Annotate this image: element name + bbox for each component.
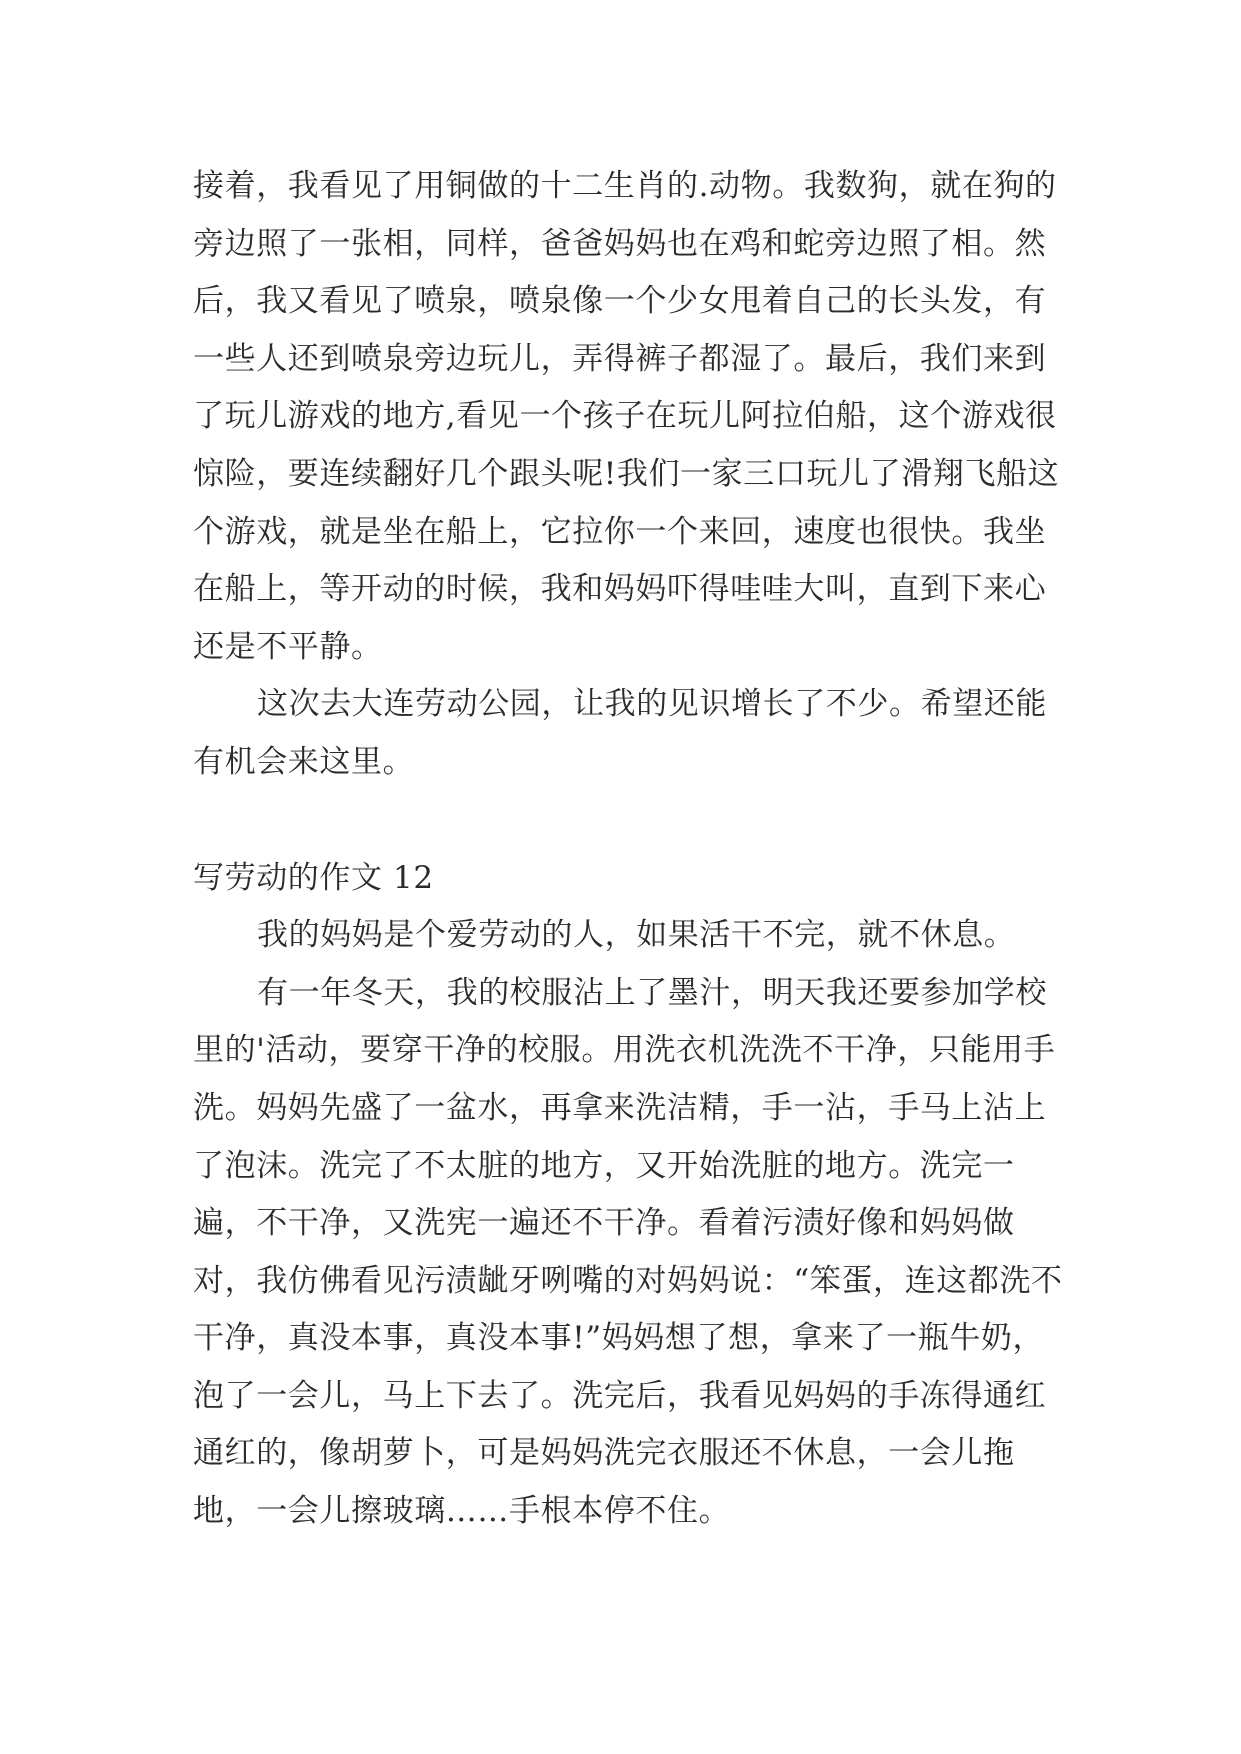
document-body bbox=[193, 158, 1073, 1541]
paragraph: 我的妈妈是个爱劳动的人，如果活干不完，就不休息。 bbox=[257, 917, 1016, 954]
paragraph: 这次去大连劳动公园，让我的见识增长了不少。希望还能有机会来这里。 bbox=[193, 686, 1047, 780]
section-spacer bbox=[193, 792, 1073, 850]
section-title: 写劳动的作文 12 bbox=[193, 859, 434, 896]
paragraph: 接着，我看见了用铜做的十二生肖的.动物。我数狗，就在狗的旁边照了一张相，同样，爸爸妈妈也在鸡和蛇旁边照了相。然后，我又看见了喷泉，喷泉像一个少女甩着自己的长头发，有一些人还到喷泉旁边玩儿，弄得裤子都湿了。最后，我们来到了玩儿游戏的地方,看见一个孩子在玩儿阿拉伯船，这个游戏很惊险，要连续翻好几个跟头呢!我们一家三口玩儿了滑翔飞船这个游戏，就是坐在船上，它拉你一个来回，速度也很快。我坐在船上，等开动的时候，我和妈妈吓得哇哇大叫，直到下来心还是不平静。 bbox=[193, 168, 1060, 665]
paragraph: 有一年冬天，我的校服沾上了墨汁，明天我还要参加学校里的'活动，要穿干净的校服。用洗衣机洗洗不干净，只能用手洗。妈妈先盛了一盆水，再拿来洗洁精，手一沾，手马上沾上了泡沫。洗完了不太脏的地方，又开始洗脏的地方。洗完一遍，不干净，又洗宪一遍还不干净。看着污渍好像和妈妈做对，我仿佛看见污渍龇牙咧嘴的对妈妈说：“笨蛋，连这都洗不干净，真没本事，真没本事!”妈妈想了想，拿来了一瓶牛奶，泡了一会儿，马上下去了。洗完后，我看见妈妈的手冻得通红通红的，像胡萝卜，可是妈妈洗完衣服还不休息，一会儿拖地，一会儿擦玻璃……手根本停不住。 bbox=[193, 974, 1063, 1530]
